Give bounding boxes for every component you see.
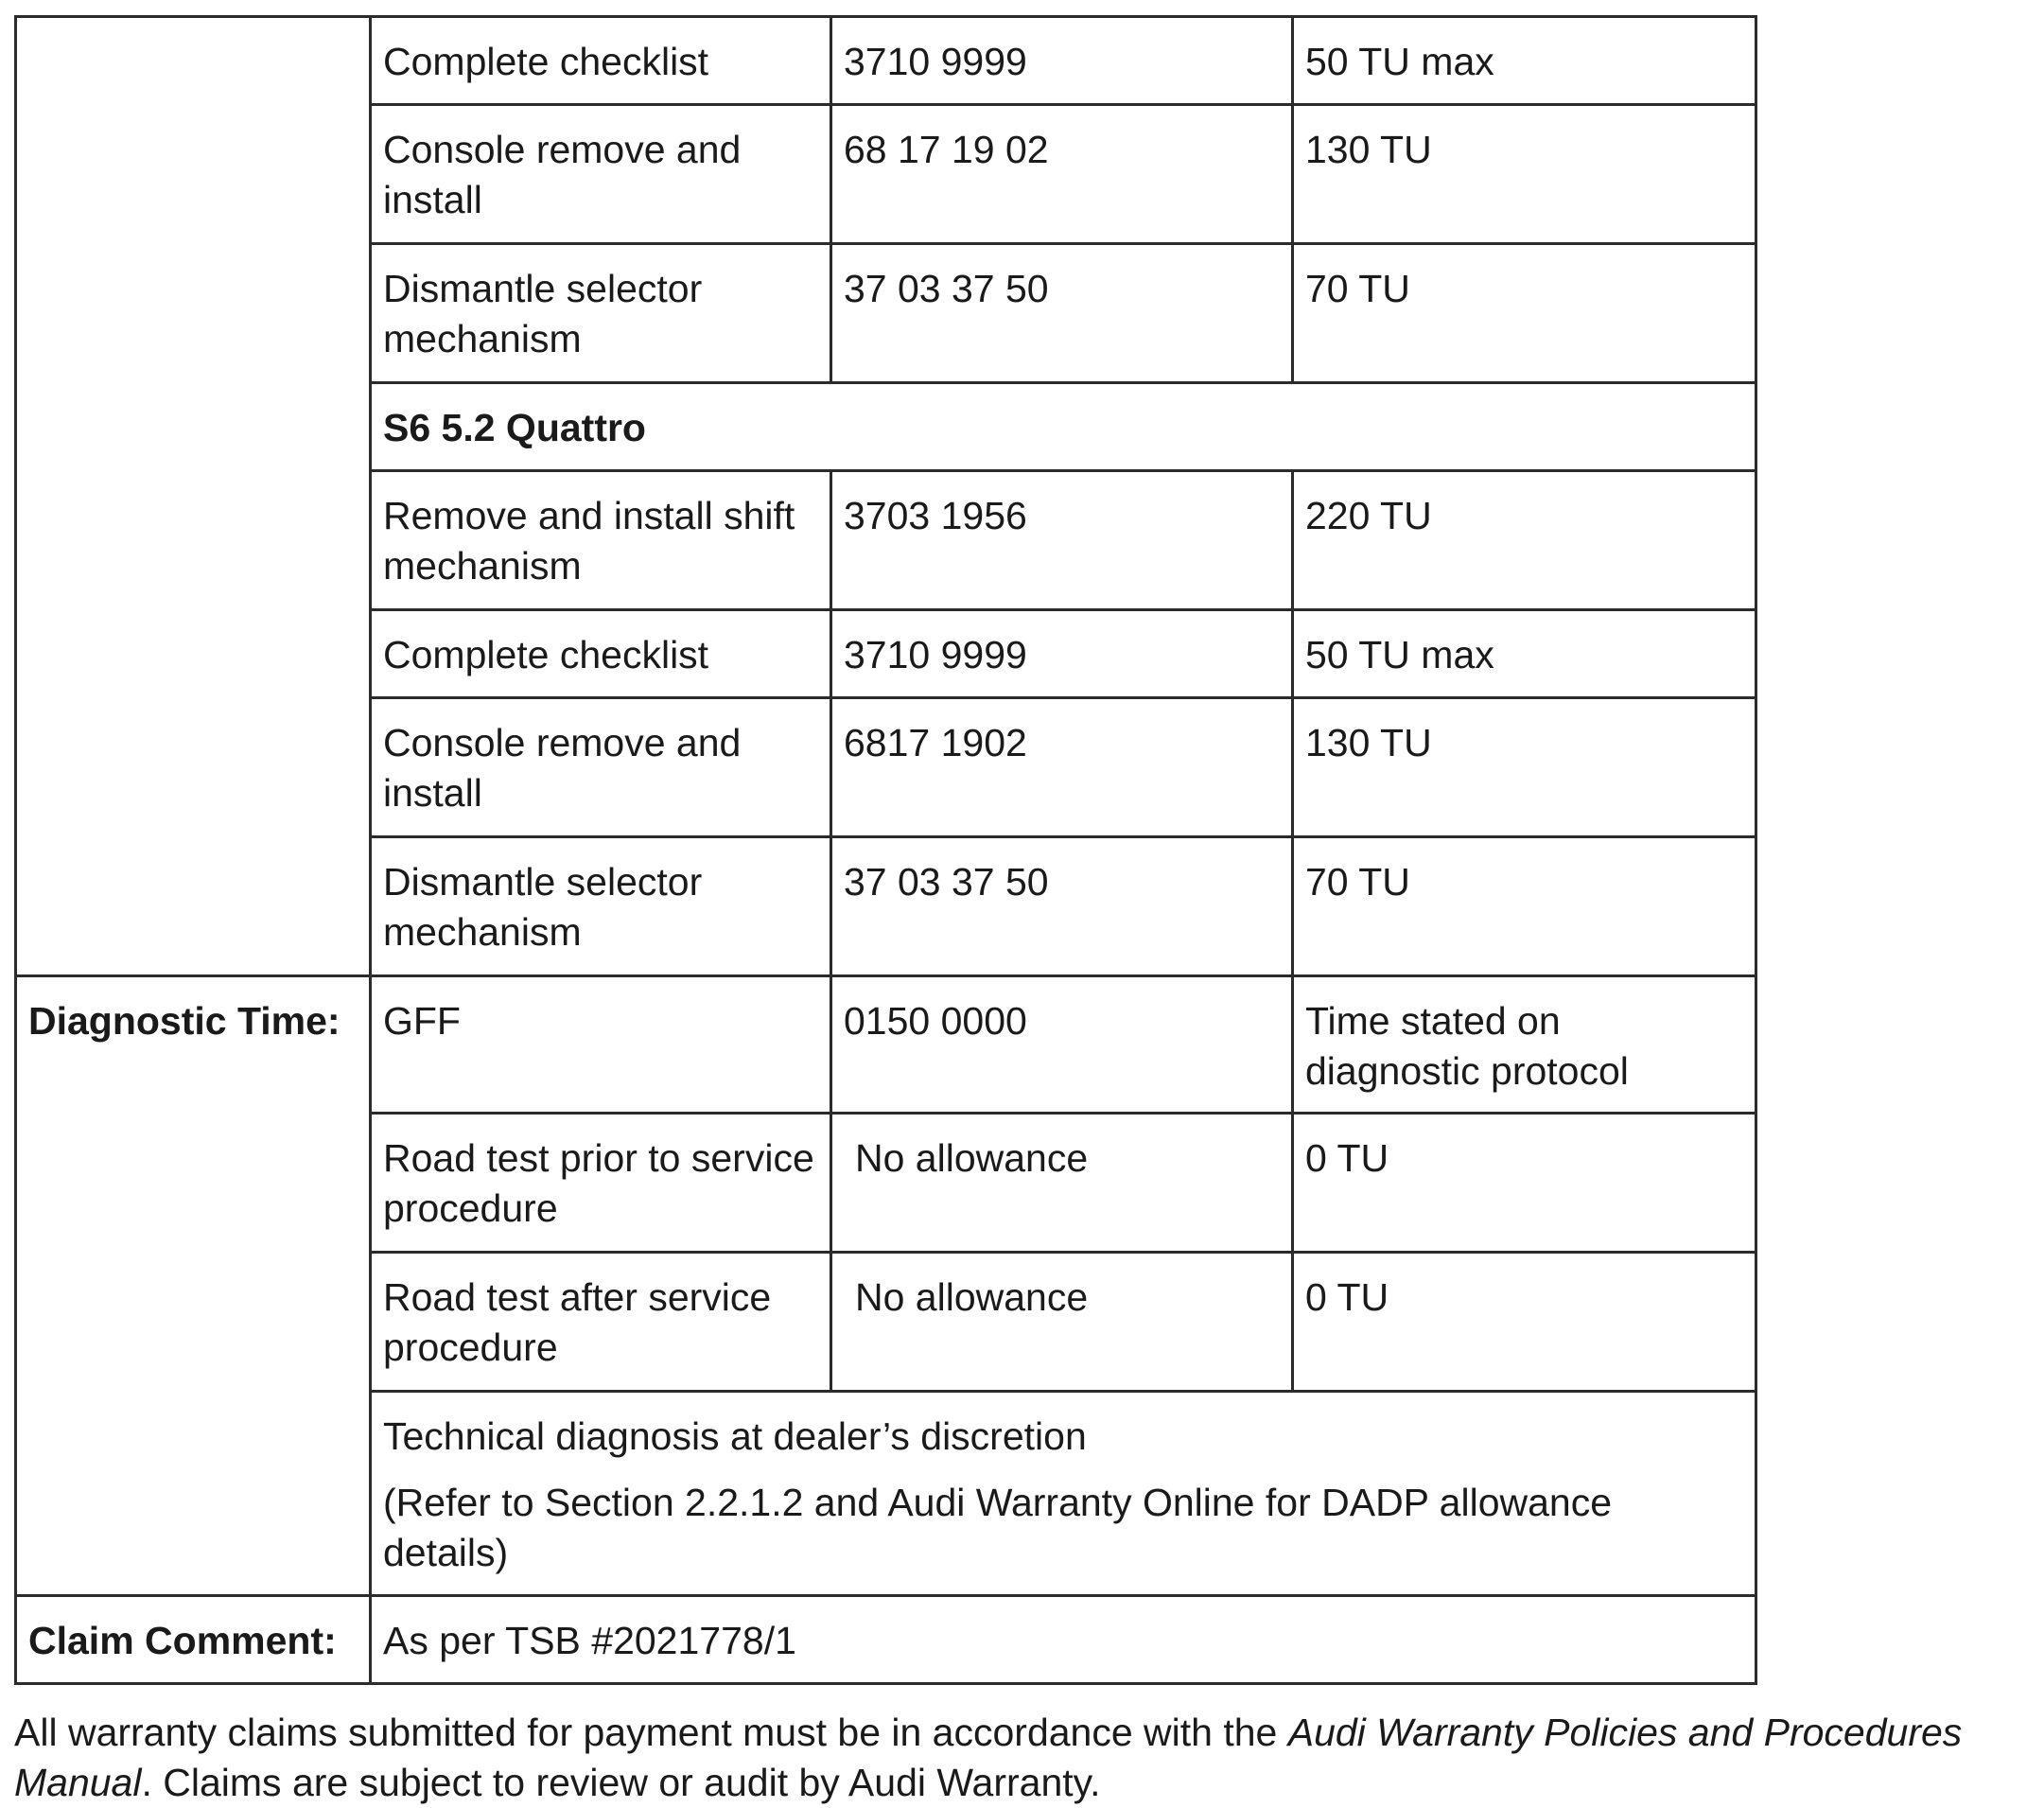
manual-title: Audi Warranty Policies and Procedures Manual <box>14 1711 1963 1804</box>
claim-comment-label: Claim Comment: <box>16 1596 371 1684</box>
labor-operation-code: 68 17 19 02 <box>831 105 1293 244</box>
operation-description: Remove and install shift mechanism <box>371 471 831 610</box>
labor-operation-code: 3703 1956 <box>831 471 1293 610</box>
labor-operation-code: 3710 9999 <box>831 610 1293 698</box>
time-allowance: 130 TU <box>1293 105 1756 244</box>
time-allowance: 50 TU max <box>1293 17 1756 105</box>
operation-description: Console remove and install <box>371 105 831 244</box>
time-allowance: 130 TU <box>1293 698 1756 837</box>
labor-operation-code: 3710 9999 <box>831 17 1293 105</box>
operation-description: Complete checklist <box>371 17 831 105</box>
operation-description: Road test prior to service procedure <box>371 1114 831 1253</box>
footer-text-after: . Claims are subject to review or audit by Audi Warranty. <box>141 1761 1101 1804</box>
claim-comment-value: As per TSB #2021778/1 <box>371 1596 1756 1684</box>
operation-description: GFF <box>371 976 831 1114</box>
table-row <box>16 17 1756 105</box>
operation-description: Console remove and install <box>371 698 831 837</box>
diagnostic-note-line: Technical diagnosis at dealer’s discretion <box>383 1414 1087 1458</box>
diagnostic-time-label: Diagnostic Time: <box>16 976 371 1596</box>
time-allowance: 70 TU <box>1293 244 1756 383</box>
warranty-footer-note <box>14 1708 2029 1808</box>
time-allowance: Time stated on diagnostic protocol <box>1293 976 1756 1114</box>
diagnostic-note <box>371 1392 1756 1596</box>
time-allowance: 0 TU <box>1293 1114 1756 1253</box>
time-allowance: 50 TU max <box>1293 610 1756 698</box>
footer-text-before: All warranty claims submitted for payment must be in accordance with the <box>14 1711 1288 1754</box>
operation-description: Complete checklist <box>371 610 831 698</box>
time-allowance: 70 TU <box>1293 837 1756 976</box>
label-cell-empty <box>16 17 371 976</box>
labor-operation-code: 37 03 37 50 <box>831 244 1293 383</box>
labor-operation-code: No allowance <box>831 1253 1293 1392</box>
operation-description: Road test after service procedure <box>371 1253 831 1392</box>
warranty-labor-table <box>14 15 1757 1685</box>
time-allowance: 0 TU <box>1293 1253 1756 1392</box>
labor-operation-code: 0150 0000 <box>831 976 1293 1114</box>
table-row <box>16 976 1756 1114</box>
labor-operation-code: No allowance <box>831 1114 1293 1253</box>
labor-operation-code: 37 03 37 50 <box>831 837 1293 976</box>
labor-operation-code: 6817 1902 <box>831 698 1293 837</box>
diagnostic-note-reference: (Refer to Section 2.2.1.2 and Audi Warranty Online for DADP allowance details) <box>383 1481 1613 1574</box>
table-row <box>16 1596 1756 1684</box>
time-allowance: 220 TU <box>1293 471 1756 610</box>
document-page <box>14 15 2029 1808</box>
model-subheading: S6 5.2 Quattro <box>371 383 1756 471</box>
operation-description: Dismantle selector mechanism <box>371 244 831 383</box>
operation-description: Dismantle selector mechanism <box>371 837 831 976</box>
